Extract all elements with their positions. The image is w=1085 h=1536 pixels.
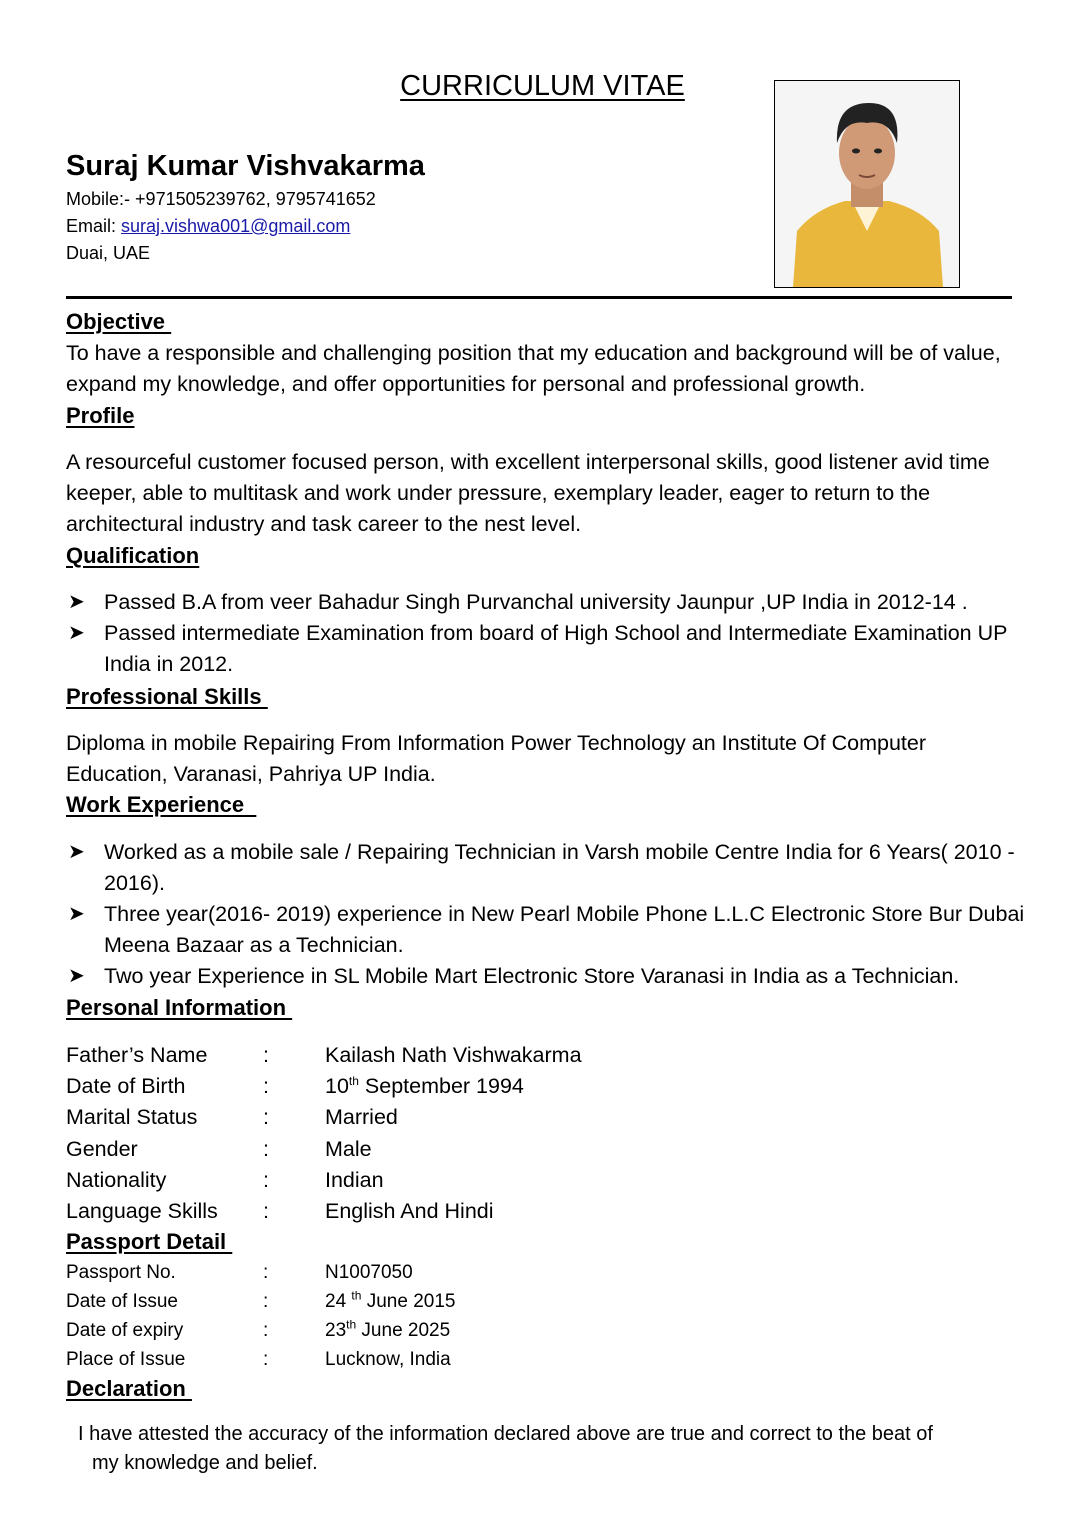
profile-text: A resourceful customer focused person, with excellent interpersonal skills, good listener avid time keeper, able to multitask and work under pressure, exemplary leader, eager to return to the architectural industry and task career to the nest level. xyxy=(66,450,990,536)
objective-text: To have a responsible and challenging position that my education and background will be of value, expand my knowledge, and offer opportunities for personal and professional growth. xyxy=(66,341,1001,396)
document-title: CURRICULUM VITAE xyxy=(400,70,685,102)
qualification-heading: Qualification xyxy=(66,543,200,568)
work-list xyxy=(66,837,1026,992)
declaration-line-2: my knowledge and belief. xyxy=(92,1452,318,1474)
work-heading: Work Experience xyxy=(66,792,257,817)
arrow-bullet-icon: ➤ xyxy=(68,965,85,987)
date-of-issue-row: Date of Issue : 24 $^{th}$ June 2015 xyxy=(66,1288,456,1312)
declaration-line-1: I have attested the accuracy of the information declared above are true and correct to the beat of xyxy=(78,1423,933,1445)
marital-status-row: Marital Status : Married xyxy=(66,1105,398,1130)
email-link[interactable]: suraj.vishwa001@gmail.com xyxy=(121,216,351,236)
location: Duai, UAE xyxy=(66,243,151,263)
header-divider xyxy=(66,296,1012,299)
date-of-expiry-row: Date of expiry : 23th June 2025 xyxy=(66,1317,451,1341)
profile-photo xyxy=(774,80,960,288)
profile-heading: Profile xyxy=(66,403,135,428)
mobile-label: Mobile:- xyxy=(66,189,131,209)
place-of-issue-row: Place of Issue : Lucknow, India xyxy=(66,1349,451,1370)
arrow-bullet-icon: ➤ xyxy=(68,591,85,613)
objective-heading: Objective xyxy=(66,309,172,334)
arrow-bullet-icon: ➤ xyxy=(68,841,85,863)
mobile-line xyxy=(66,186,376,213)
qualification-list xyxy=(66,587,1026,680)
list-item: ➤ Three year(2016- 2019) experience in New Pearl Mobile Phone L.L.C Electronic Store Bur Dubai Meena Bazaar as a Technician. xyxy=(66,899,1026,961)
passport-number-row: Passport No. : N1007050 xyxy=(66,1262,413,1283)
list-item: ➤ Worked as a mobile sale / Repairing Technician in Varsh mobile Centre India for 6 Years( 2010 - 2016). xyxy=(66,837,1026,899)
passport-table xyxy=(66,1258,766,1374)
language-skills-row: Language Skills : English And Hindi xyxy=(66,1199,494,1224)
skills-text: Diploma in mobile Repairing From Information Power Technology an Institute Of Computer Education, Varanasi, Pahriya UP India. xyxy=(66,731,926,786)
mobile-numbers: +971505239762, 9795741652 xyxy=(135,189,376,209)
portrait-image xyxy=(775,81,959,287)
list-item: ➤ Two year Experience in SL Mobile Mart Electronic Store Varanasi in India as a Technician. xyxy=(66,961,1026,992)
fathers-name-row: Father’s Name : Kailash Nath Vishwakarma xyxy=(66,1043,582,1067)
candidate-name: Suraj Kumar Vishvakarma xyxy=(66,150,425,182)
list-item: ➤ Passed B.A from veer Bahadur Singh Purvanchal university Jaunpur ,UP India in 2012-14 . xyxy=(66,587,1026,618)
email-label: Email: xyxy=(66,216,117,236)
arrow-bullet-icon: ➤ xyxy=(68,622,85,644)
personal-heading: Personal Information xyxy=(66,995,293,1020)
email-line xyxy=(66,213,350,240)
arrow-bullet-icon: ➤ xyxy=(68,903,85,925)
gender-row: Gender : Male xyxy=(66,1136,372,1161)
personal-info-table xyxy=(66,1040,766,1227)
declaration-heading: Declaration xyxy=(66,1376,192,1401)
passport-heading: Passport Detail xyxy=(66,1229,233,1254)
list-item: ➤ Passed intermediate Examination from board of High School and Intermediate Examination UP India in 2012. xyxy=(66,618,1026,680)
dob-row: Date of Birth : 10th September 1994 xyxy=(66,1074,524,1099)
nationality-row: Nationality : Indian xyxy=(66,1167,384,1192)
skills-heading: Professional Skills xyxy=(66,684,268,709)
